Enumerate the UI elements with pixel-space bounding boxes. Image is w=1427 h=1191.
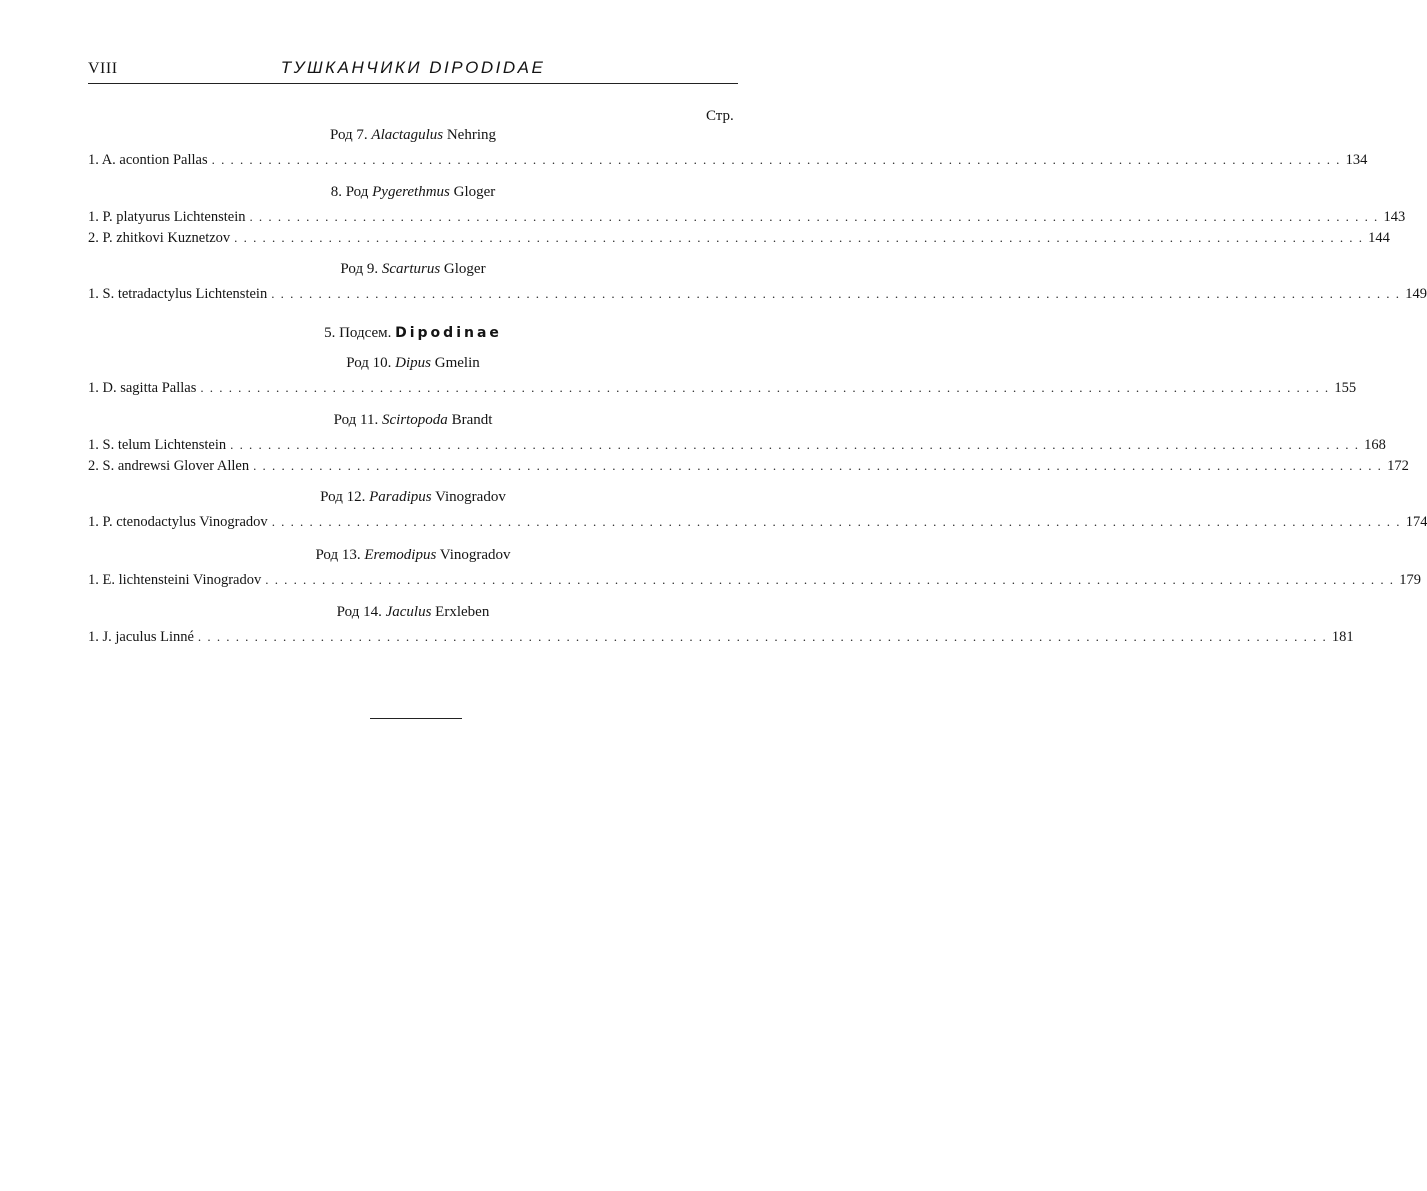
genus-prefix: Род 12. [320,489,366,505]
page-number: VIII [88,60,118,77]
genus-name: Jaculus [385,604,432,620]
species-name: 1. P. ctenodactylus Vinogradov [88,514,268,530]
genus-name: Scarturus [381,261,441,277]
species-name: 1. E. lichtensteini Vinogradov [88,572,262,588]
dot-leader: ........................................................................................................................ [271,286,1406,301]
page-ref: 134 [1345,152,1368,168]
genus-author: Gloger [453,184,496,200]
toc-section [88,488,1427,530]
genus-prefix: Род 10. [346,355,392,371]
genus-heading [88,411,738,429]
dot-leader: ........................................................................................................................ [271,514,1406,529]
genus-name: Paradipus [369,489,432,505]
page-ref: 179 [1399,572,1421,588]
genus-author: Vinogradov [435,489,506,505]
dot-leader: ........................................................................................................................ [265,572,1400,587]
page-ref: 149 [1405,286,1427,302]
species-name: 2. P. zhitkovi Kuznetzov [88,230,231,246]
page-ref: 155 [1334,380,1357,396]
toc-entry [88,207,1406,227]
dot-leader: ........................................................................................................................ [211,152,1346,167]
genus-name: Dipus [395,355,431,371]
page-ref: 174 [1405,514,1427,530]
genus-author: Gmelin [434,355,480,371]
subfamily-name: Dipodinae [395,325,502,341]
subfamily-prefix: 5. Подсем. [324,325,392,341]
genus-name: Eremodipus [364,547,437,563]
dot-leader: ........................................................................................................................ [249,209,1384,224]
page-column-label: Стр. [706,108,734,124]
genus-heading [88,546,738,564]
dot-leader: ........................................................................................................................ [234,230,1369,245]
species-name: 1. S. tetradactylus Lichtenstein [88,286,268,302]
genus-heading [88,183,738,201]
toc-section [88,183,1406,246]
toc-entry [88,512,1427,532]
genus-author: Gloger [443,261,486,277]
toc-section [88,324,738,342]
header-rule [88,83,738,84]
toc-section [88,546,1421,588]
toc-entry [88,150,1368,170]
species-name: 1. J. jaculus Linné [88,629,194,645]
toc-entry [88,284,1427,304]
toc-entry [88,570,1421,590]
toc-entry [88,378,1357,398]
species-name: 1. S. telum Lichtenstein [88,437,227,453]
toc-entry [88,456,1409,476]
page-ref: 168 [1364,437,1386,453]
species-name: 1. P. platyurus Lichtenstein [88,209,246,225]
genus-prefix: 8. Род [330,184,369,200]
genus-heading [88,354,738,372]
page-ref: 143 [1383,209,1406,225]
dot-leader: ........................................................................................................................ [200,380,1335,395]
page-header [88,58,738,82]
genus-author: Nehring [446,127,496,143]
genus-author: Vinogradov [439,547,511,563]
genus-prefix: Род 13. [315,547,361,563]
toc-section [88,354,1357,396]
genus-author: Erxleben [435,604,490,620]
dot-leader: ........................................................................................................................ [197,629,1332,644]
subfamily-heading [88,324,738,342]
toc-section [88,260,1427,302]
species-name: 1. A. acontion Pallas [88,152,208,168]
genus-heading [88,488,738,506]
page-ref: 172 [1387,458,1409,474]
species-name: 1. D. sagitta Pallas [88,380,197,396]
genus-author: Brandt [451,412,493,428]
genus-heading [88,126,738,144]
toc-entry [88,435,1386,455]
page-ref: 181 [1331,629,1354,645]
dot-leader: ........................................................................................................................ [230,437,1365,452]
genus-prefix: Род 7. [330,127,368,143]
genus-name: Scirtopoda [381,412,448,428]
species-name: 2. S. andrewsi Glover Allen [88,458,250,474]
page-ref: 144 [1368,230,1390,246]
dot-leader: ........................................................................................................................ [253,458,1388,473]
toc-section [88,411,1409,474]
toc-entry [88,627,1354,647]
genus-heading [88,603,738,621]
toc-section [88,603,1354,645]
toc-section [88,126,1368,168]
toc-entry [88,228,1390,248]
genus-name: Alactagulus [371,127,444,143]
genus-name: Pygerethmus [372,184,450,200]
genus-prefix: Род 9. [340,261,379,277]
end-rule [370,718,462,719]
genus-heading [88,260,738,278]
running-title: ТУШКАНЧИКИ DIPODIDAE [280,58,546,77]
genus-prefix: Род 14. [336,604,382,620]
genus-prefix: Род 11. [333,412,379,428]
